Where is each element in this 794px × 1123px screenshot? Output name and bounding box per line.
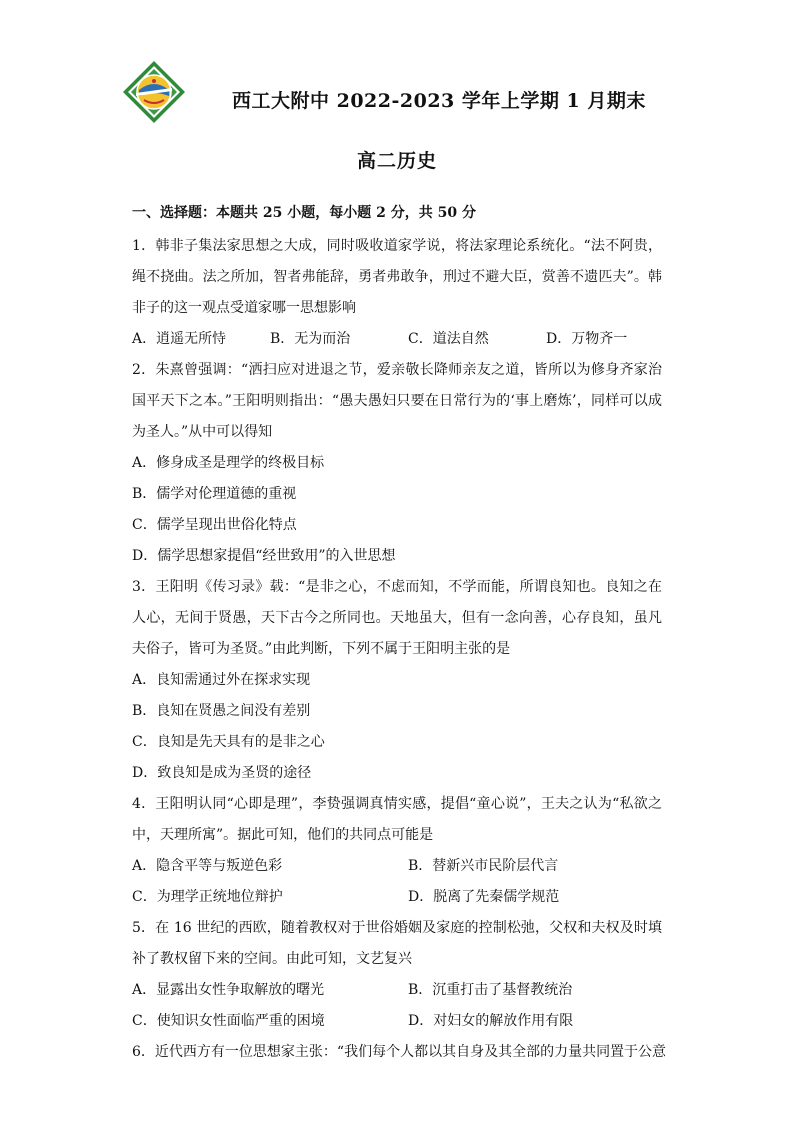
question-2-stem: 2．朱熹曾强调：“洒扫应对进退之节，爱亲敬长降师亲友之道，皆所以为修身齐家治国平天下之本。”王阳明则指出：“愚夫愚妇只要在日常行为的‘事上磨炼’，同样可以成为圣人。”从中可以得知 bbox=[132, 362, 662, 440]
question-5-option-d[interactable]: D．对妇女的解放作用有限 bbox=[408, 1013, 574, 1029]
school-emblem-icon bbox=[122, 60, 186, 124]
section-heading: 一、选择题：本题共 25 小题，每小题 2 分，共 50 分 bbox=[132, 205, 476, 221]
question-6-stem: 6．近代西方有一位思想家主张：“我们每个人都以其自身及其全部的力量共同置于公意 bbox=[132, 1044, 667, 1060]
question-3-option-d[interactable]: D．致良知是成为圣贤的途径 bbox=[132, 765, 312, 781]
question-1-option-c[interactable]: C．道法自然 bbox=[408, 331, 489, 347]
question-4-stem: 4．王阳明认同“心即是理”，李贽强调真情实感，提倡“童心说”，王夫之认为“私欲之中，天理所寓”。据此可知，他们的共同点可能是 bbox=[132, 796, 662, 843]
question-5-options bbox=[132, 975, 662, 1037]
document-title: 西工大附中 2022-2023 学年上学期 1 月期末 bbox=[232, 90, 646, 112]
question-4-option-c[interactable]: C．为理学正统地位辩护 bbox=[132, 889, 283, 905]
question-4-options bbox=[132, 851, 662, 913]
document-header bbox=[0, 0, 794, 200]
question-4-option-b[interactable]: B．替新兴市民阶层代言 bbox=[408, 858, 559, 874]
question-1-option-a[interactable]: A．逍遥无所恃 bbox=[132, 331, 227, 347]
question-1-stem: 1．韩非子集法家思想之大成，同时吸收道家学说，将法家理论系统化。“法不阿贵，绳不挠曲。法之所加，智者弗能辞，勇者弗敢争，刑过不避大臣，赏善不遗匹夫”。韩非子的这一观点受道家哪一思想影响 bbox=[132, 238, 662, 316]
school-emblem-graphic bbox=[122, 60, 186, 124]
question-2-option-b[interactable]: B．儒学对伦理道德的重视 bbox=[132, 486, 297, 502]
question-1-options bbox=[132, 324, 662, 355]
question-1-option-b[interactable]: B．无为而治 bbox=[270, 331, 351, 347]
exam-content bbox=[132, 200, 667, 1068]
question-4-option-a[interactable]: A．隐含平等与叛逆色彩 bbox=[132, 858, 283, 874]
question-3-stem: 3．王阳明《传习录》载：“是非之心，不虑而知，不学而能，所谓良知也。良知之在人心，无间于贤愚，天下古今之所同也。天地虽大，但有一念向善，心存良知，虽凡夫俗子，皆可为圣贤。”由此判断，下列不属于王阳明主张的是 bbox=[132, 579, 662, 657]
question-2-option-a[interactable]: A．修身成圣是理学的终极目标 bbox=[132, 455, 325, 471]
question-2-option-d[interactable]: D．儒学思想家提倡“经世致用”的入世思想 bbox=[132, 548, 396, 564]
question-3-option-c[interactable]: C．良知是先天具有的是非之心 bbox=[132, 734, 325, 750]
question-3-option-a[interactable]: A．良知需通过外在探求实现 bbox=[132, 672, 311, 688]
question-4-option-d[interactable]: D．脱离了先秦儒学规范 bbox=[408, 889, 560, 905]
question-5-option-c[interactable]: C．使知识女性面临严重的困境 bbox=[132, 1013, 325, 1029]
question-1-option-d[interactable]: D．万物齐一 bbox=[546, 331, 628, 347]
question-5-option-a[interactable]: A．显露出女性争取解放的曙光 bbox=[132, 982, 325, 998]
document-subtitle: 高二历史 bbox=[356, 150, 437, 172]
question-2-option-c[interactable]: C．儒学呈现出世俗化特点 bbox=[132, 517, 297, 533]
question-3-option-b[interactable]: B．良知在贤愚之间没有差别 bbox=[132, 703, 311, 719]
question-5-option-b[interactable]: B．沉重打击了基督教统治 bbox=[408, 982, 573, 998]
question-5-stem: 5．在 16 世纪的西欧，随着教权对于世俗婚姻及家庭的控制松弛，父权和夫权及时填补了教权留下来的空间。由此可知，文艺复兴 bbox=[132, 920, 662, 967]
